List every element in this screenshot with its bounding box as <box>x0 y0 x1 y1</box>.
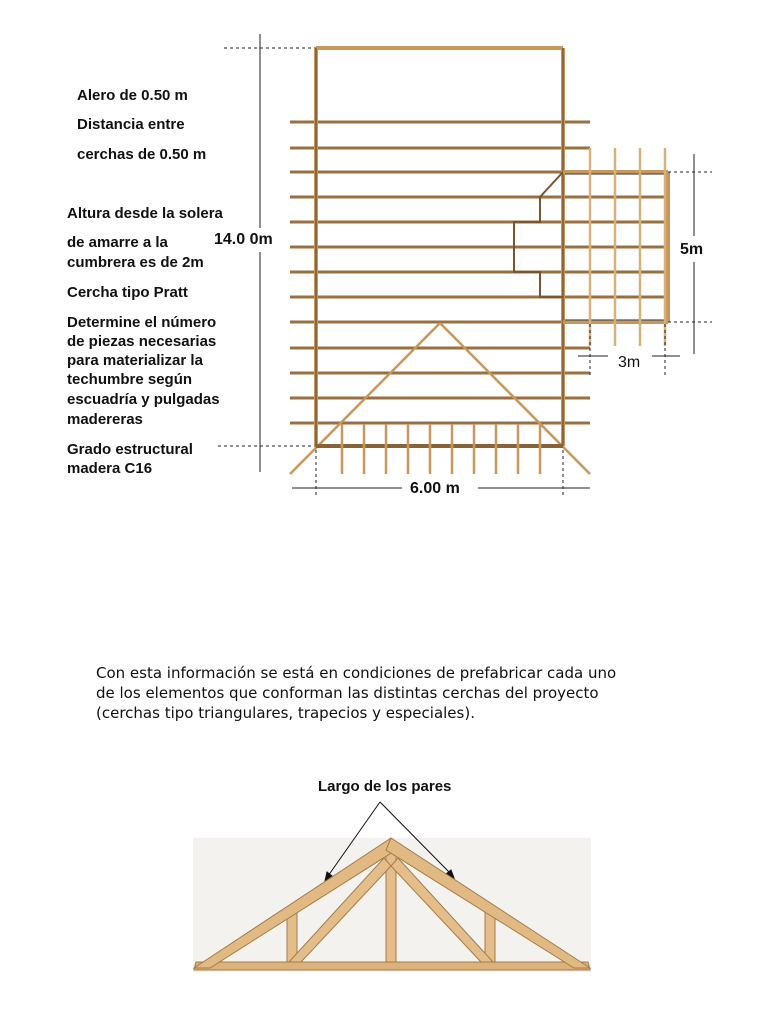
grade-label-line2: madera C16 <box>67 460 153 477</box>
wing-width-dimension-label: 3m <box>618 354 641 371</box>
width-dimension-label: 6.00 m <box>410 480 460 497</box>
truss-top-chords <box>194 838 590 968</box>
purlins <box>290 122 668 423</box>
task-label-line3: para materializar la <box>67 352 203 369</box>
rafter-length-label: Largo de los pares <box>318 778 452 795</box>
task-label-line1: Determine el número <box>67 314 217 331</box>
truss-bottom-chord <box>194 962 590 970</box>
spacing-label-line1: Distancia entre <box>77 116 185 133</box>
task-label-line5: escuadría y pulgadas <box>67 391 220 408</box>
description-line-3: (cerchas tipo triangulares, trapecios y especiales). <box>96 704 475 722</box>
wing-depth-dimension-label: 5m <box>680 241 704 258</box>
length-dimension-line <box>218 34 316 472</box>
task-label-line2: de piezas necesarias <box>67 333 217 350</box>
length-dimension-label: 14.0 0m <box>214 231 273 248</box>
rafter-leader-arrows <box>325 802 454 881</box>
task-label-line6: madereras <box>67 411 143 428</box>
task-label-line4: techumbre según <box>67 371 193 388</box>
truss-type-label: Cercha tipo Pratt <box>67 284 188 301</box>
height-label-line2: de amarre a la <box>67 234 168 251</box>
height-label-line3: cumbrera es de 2m <box>67 254 204 271</box>
spacing-label-line2: cerchas de 0.50 m <box>77 146 207 163</box>
description-line-1: Con esta información se está en condiciones de prefabricar cada uno <box>96 664 617 682</box>
description-paragraph <box>96 663 696 723</box>
eave-label: Alero de 0.50 m <box>77 87 188 104</box>
hip-jack-rafters <box>342 424 540 474</box>
height-label-line1: Altura desde la solera <box>67 205 223 222</box>
wing-junction-framing <box>514 172 563 297</box>
truss-web-members <box>287 852 495 962</box>
grade-label-line1: Grado estructural <box>67 441 193 458</box>
truss-photo-background <box>193 838 591 972</box>
description-line-2: de los elementos que conforman las distintas cerchas del proyecto <box>96 684 599 702</box>
